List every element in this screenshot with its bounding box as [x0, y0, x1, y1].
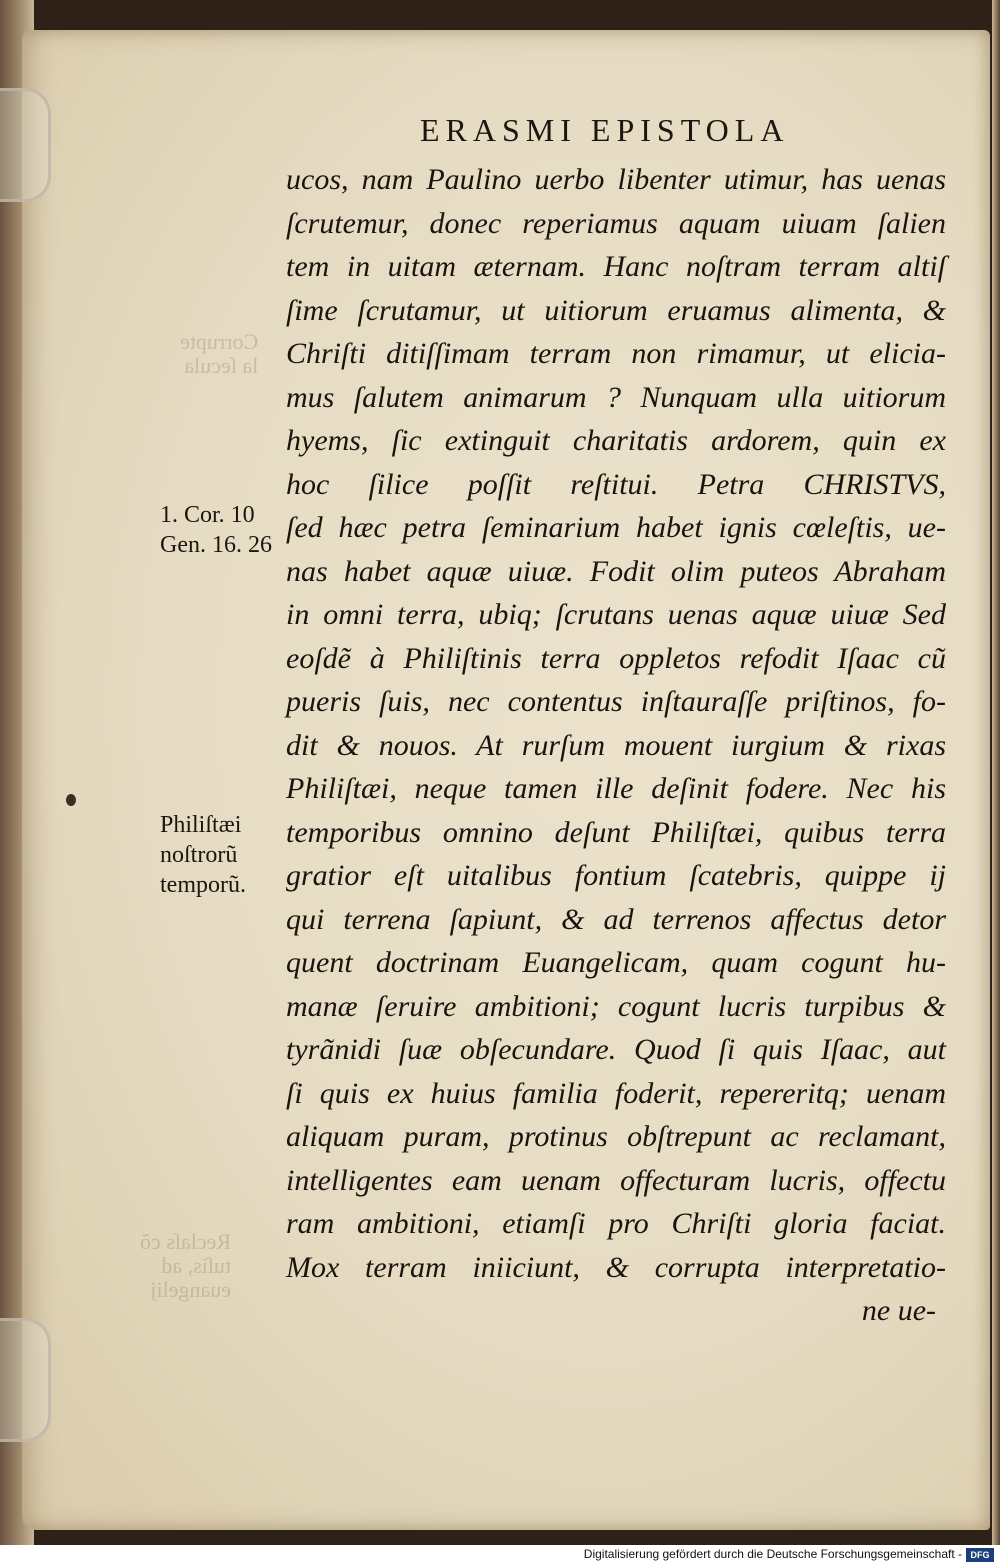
text-line: qui terrena ſapiunt, & ad terrenos affectus detor: [286, 902, 946, 936]
text-line: ſime ſcrutamur, ut uitiorum eruamus alimenta, &: [286, 293, 946, 327]
text-line: ſed hæc petra ſeminarium habet ignis cœleſtis, ue-: [286, 511, 946, 544]
margin-note-line: Gen. 16. 26: [160, 532, 272, 558]
text-line: ſcrutemur, donec reperiamus aquam uiuam ſalien: [286, 206, 946, 240]
dfg-logo: DFG: [966, 1548, 994, 1562]
page-clip-bottom: [0, 1318, 51, 1442]
text-line: mus ſalutem animarum ? Nunquam ulla uitiorum: [286, 380, 946, 414]
text-line: ram ambitioni, etiamſi pro Chriſti gloria faciat.: [286, 1207, 946, 1240]
text-line: quent doctrinam Euangelicam, quam cogunt hu-: [286, 946, 946, 979]
margin-note-philistaei: [160, 810, 246, 900]
text-line: aliquam puram, protinus obſtrepunt ac reclamant,: [286, 1120, 946, 1153]
text-line: in omni terra, ubiq; ſcrutans uenas aquæ uiuæ Sed: [286, 598, 946, 631]
text-line: tem in uitam æternam. Hanc noſtram terram altiſ: [286, 250, 946, 283]
text-line: ucos, nam Paulino uerbo libenter utimur, has uenas: [286, 163, 946, 196]
digitization-footer: [0, 1545, 1000, 1566]
text-line: Philiſtæi, neque tamen ille deſinit fodere. Nec his: [286, 772, 946, 805]
text-line: pueris ſuis, nec contentus inſtauraſſe priſtinos, fo-: [286, 685, 946, 718]
text-line: tyrãnidi ſuæ obſecundare. Quod ſi quis Iſaac, aut: [286, 1033, 946, 1066]
text-line: nas habet aquæ uiuæ. Fodit olim puteos Abraham: [286, 554, 946, 588]
margin-note-line: noſtrorũ: [160, 842, 238, 868]
text-line: gratior eſt uitalibus fontium ſcatebris, quippe ij: [286, 859, 946, 892]
funding-credit: Digitalisierung gefördert durch die Deutsche Forschungsgemeinschaft -: [583, 1547, 962, 1561]
bleed-through-text: Corrupte la ſecula: [180, 329, 259, 378]
text-line: intelligentes eam uenam offecturam lucris, offectu: [286, 1163, 946, 1197]
text-line: Chriſti ditiſſimam terram non rimamur, ut elicia-: [286, 337, 946, 370]
text-line: Mox terram iniiciunt, & corrupta interpretatio-: [286, 1250, 946, 1284]
margin-note-line: 1. Cor. 10: [160, 502, 255, 528]
text-line: ſi quis ex huius familia foderit, repereritq; uenam: [286, 1076, 946, 1110]
page-clip-top: [0, 88, 51, 202]
body-text: [286, 158, 946, 1333]
catchword-line: ne ue-: [861, 1294, 936, 1327]
text-line: manæ ſeruire ambitioni; cogunt lucris turpibus &: [286, 989, 946, 1023]
running-head: ERASMI EPISTOLA: [420, 112, 790, 148]
bleed-through-text: Reclaſs cõ tuſis, ad euangelij: [140, 1229, 232, 1302]
text-line: hyems, ſic extinguit charitatis ardorem, quin ex: [286, 424, 946, 457]
margin-note-references: [160, 500, 272, 560]
text-line: hoc ſilice poſſit reſtitui. Petra CHRISTVS,: [286, 467, 946, 501]
page-stack-edge: [992, 0, 1000, 1545]
text-line: dit & nouos. At rurſum mouent iurgium & rixas: [286, 728, 946, 762]
margin-note-line: Philiſtæi: [160, 812, 242, 838]
margin-note-line: temporũ.: [160, 872, 246, 898]
text-line: temporibus omnino deſunt Philiſtæi, quibus terra: [286, 815, 946, 849]
ink-spot: [66, 794, 76, 806]
text-line: eoſdẽ à Philiſtinis terra oppletos refodit Iſaac cũ: [286, 641, 946, 675]
